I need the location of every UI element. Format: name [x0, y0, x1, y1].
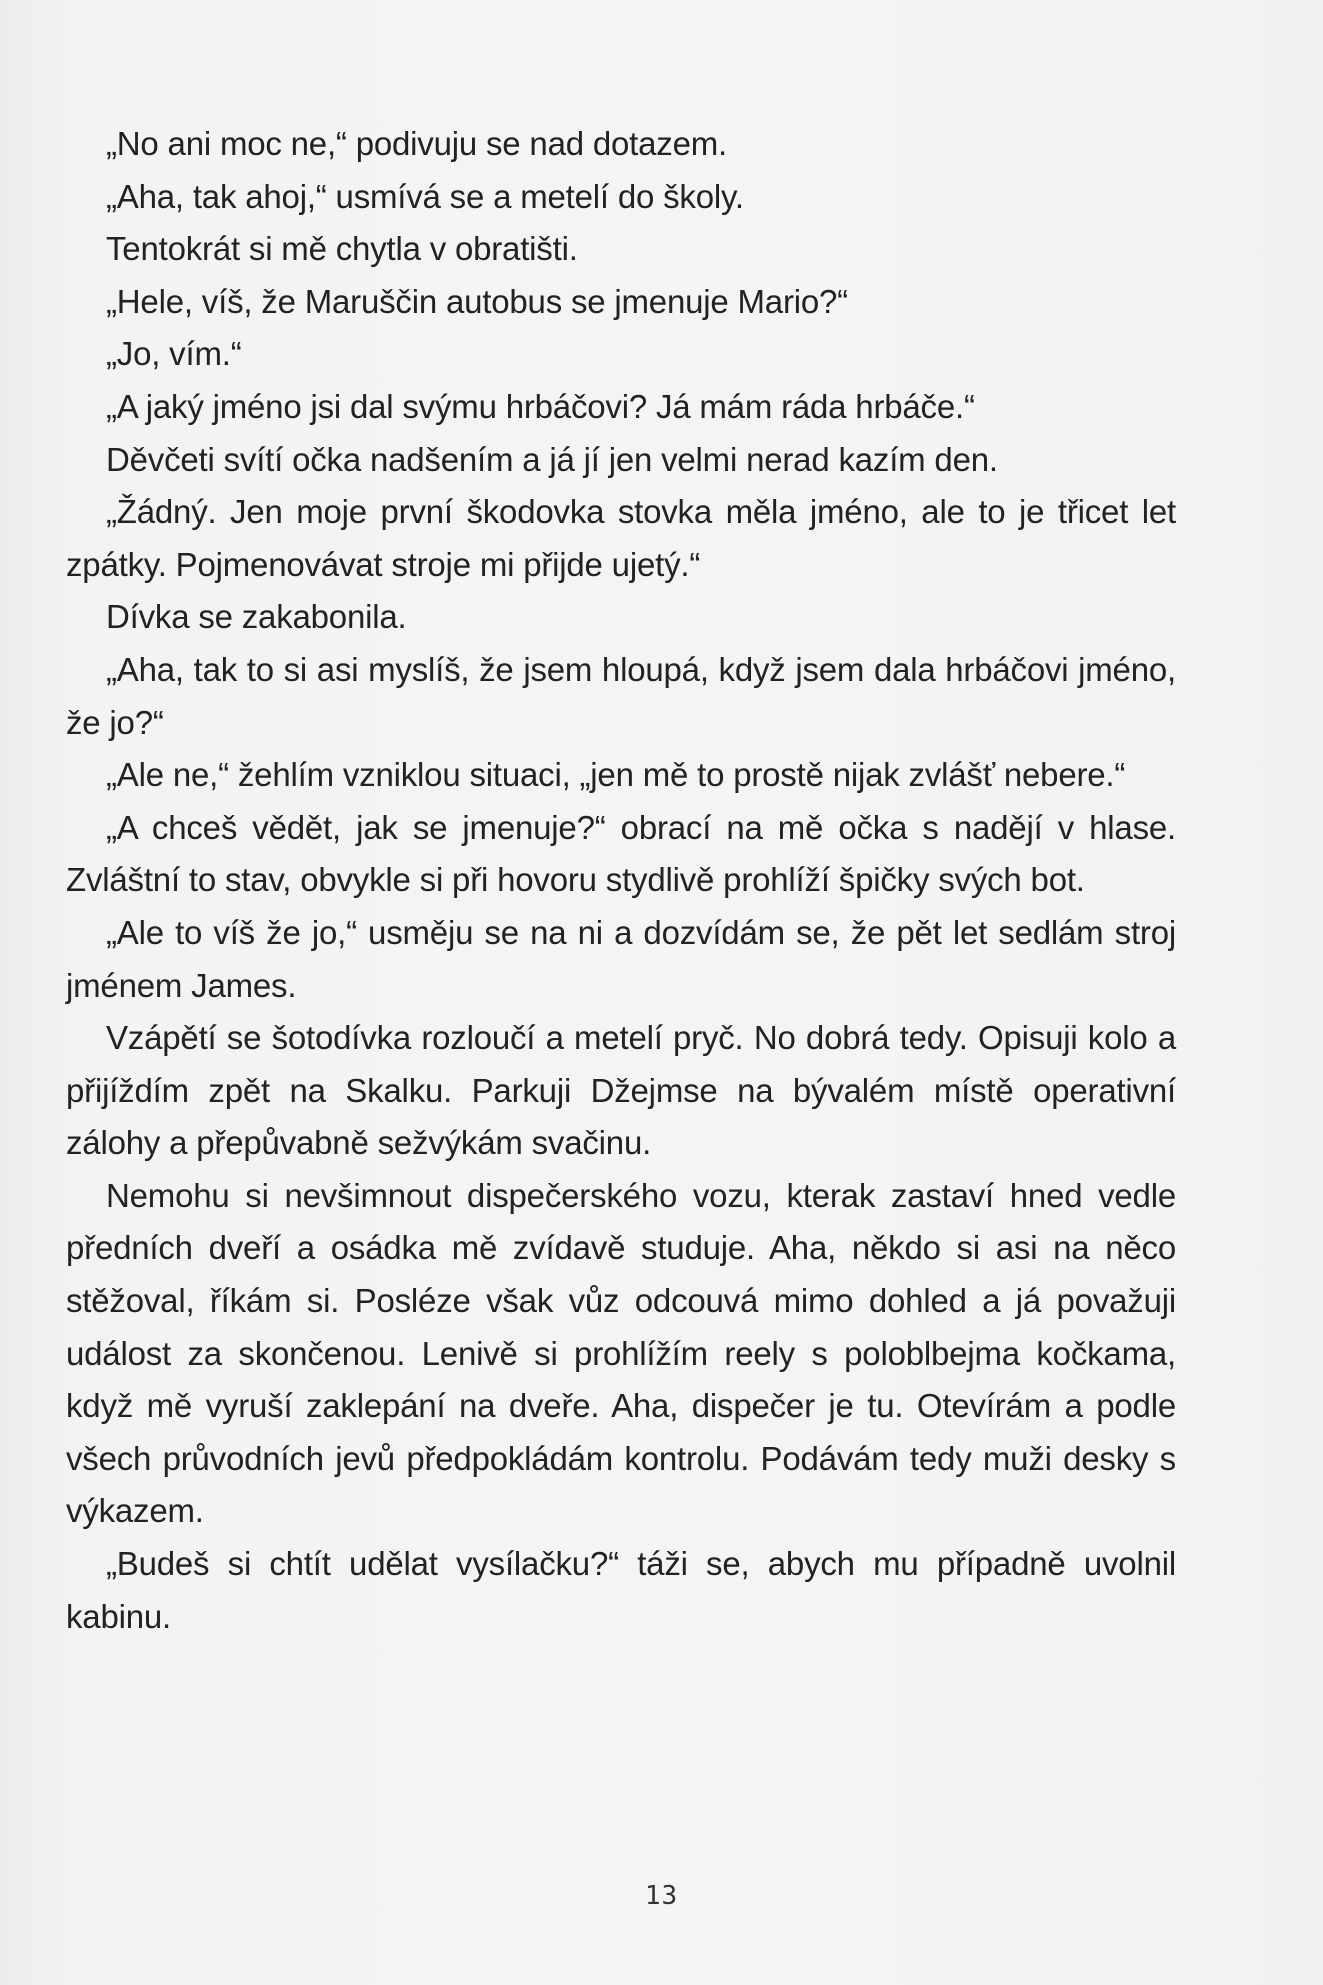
paragraph: „Aha, tak ahoj,“ usmívá se a metelí do školy.: [106, 177, 744, 215]
paragraph: Nemohu si nevšimnout dispečerského vozu, kterak zastaví hned vedle předních dveří a osádka mě zvídavě studuje. Aha, někdo si asi na něco stěžoval, říkám si. Posléze však vůz odcouvá mimo dohled a já považuji událost za skončenou. Lenivě si prohlížím reely s poloblbejma kočkama, když mě vyruší zaklepání na dveře. Aha, dispečer je tu. Otevírám a podle všech průvodních jevů předpokládám kontrolu. Podávám tedy muži desky s výkazem.: [66, 1176, 1176, 1530]
paragraph: Děvčeti svítí očka nadšením a já jí jen velmi nerad kazím den.: [106, 440, 998, 478]
paragraph: „Aha, tak to si asi myslíš, že jsem hloupá, když jsem dala hrbáčovi jméno, že jo?“: [66, 650, 1176, 741]
paragraph: Tentokrát si mě chytla v obratišti.: [106, 230, 578, 268]
paragraph: „Ale to víš že jo,“ usměju se na ni a dozvídám se, že pět let sedlám stroj jménem James.: [66, 913, 1176, 1004]
paragraph: Dívka se zakabonila.: [106, 598, 407, 636]
paragraph: „No ani moc ne,“ podivuju se nad dotazem.: [106, 125, 727, 162]
paragraph: „A jaký jméno jsi dal svýmu hrbáčovi? Já mám ráda hrbáče.“: [106, 387, 975, 425]
body-text: [66, 118, 1176, 1643]
paragraph: Vzápětí se šotodívka rozloučí a metelí pryč. No dobrá tedy. Opisuji kolo a přijíždím zpět na Skalku. Parkuji Džejmse na bývalém místě operativní zálohy a přepůvabně sežvýkám svačinu.: [66, 1019, 1176, 1162]
paragraph: „Budeš si chtít udělat vysílačku?“ táži se, abych mu případně uvolnil kabinu.: [66, 1545, 1176, 1635]
paragraph: „Žádný. Jen moje první škodovka stovka měla jméno, ale to je třicet let zpátky. Pojmenovávat stroje mi přijde ujetý.“: [66, 493, 1176, 583]
paragraph: „A chceš vědět, jak se jmenuje?“ obrací na mě očka s nadějí v hlase. Zvláštní to stav, obvykle si při hovoru stydlivě prohlíží špičky svých bot.: [66, 808, 1176, 899]
page-number: 13: [644, 1881, 679, 1911]
paragraph: „Ale ne,“ žehlím vzniklou situaci, „jen mě to prostě nijak zvlášť nebere.“: [106, 756, 1126, 794]
paragraph: „Hele, víš, že Maruščin autobus se jmenuje Mario?“: [106, 282, 848, 320]
paragraph: „Jo, vím.“: [106, 335, 242, 373]
